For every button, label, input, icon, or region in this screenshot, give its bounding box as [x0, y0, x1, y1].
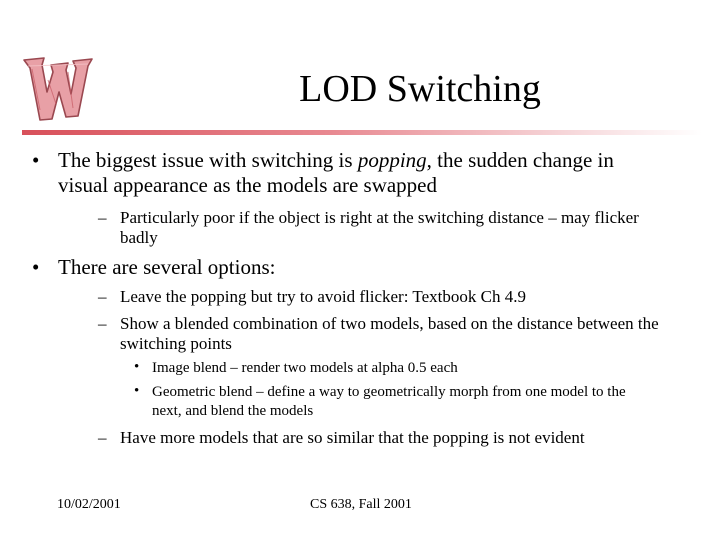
bullet-text-pre: The biggest issue with switching is: [58, 148, 358, 172]
subsub-bullet-text: Image blend – render two models at alpha 0.5 each: [152, 360, 458, 376]
sub-bullet-marker: –: [98, 428, 107, 447]
bullet-popping: [32, 148, 658, 198]
sub-bullet-flicker: [98, 208, 680, 248]
bullet-text: There are several options:: [58, 255, 276, 279]
title-divider: [22, 130, 702, 135]
subsub-bullet-geometric-blend: [134, 383, 652, 421]
footer-date: 10/02/2001: [57, 497, 121, 512]
sub-bullet-text: Show a blended combination of two models, based on the distance between the switching points: [120, 314, 659, 353]
sub-bullet-text: Leave the popping but try to avoid flicker: Textbook Ch 4.9: [120, 287, 526, 306]
subsub-bullet-marker: •: [134, 383, 140, 399]
sub-bullet-marker: –: [98, 208, 107, 227]
bullet-text-emphasis: popping: [357, 148, 427, 172]
footer-course: CS 638, Fall 2001: [310, 497, 412, 512]
subsub-bullet-text: Geometric blend – define a way to geometrically morph from one model to the next, and blend the models: [152, 384, 626, 419]
bullet-marker: •: [32, 255, 40, 279]
slide-title: LOD Switching: [299, 68, 541, 110]
bullet-marker: •: [32, 148, 40, 172]
bullet-options: [32, 255, 658, 280]
wisconsin-w-logo: [18, 50, 96, 125]
sub-bullet-text: Particularly poor if the object is right at the switching distance – may flicker badly: [120, 208, 639, 247]
subsub-bullet-marker: •: [134, 359, 140, 375]
bullet-text-post: , the sudden change in visual appearance as the models are swapped: [58, 148, 614, 197]
sub-bullet-marker: –: [98, 314, 107, 333]
subsub-bullet-image-blend: [134, 359, 652, 378]
sub-bullet-leave-popping: [98, 287, 680, 307]
sub-bullet-text: Have more models that are so similar that the popping is not evident: [120, 428, 585, 447]
sub-bullet-more-models: [98, 428, 680, 448]
sub-bullet-blended: [98, 314, 680, 354]
sub-bullet-marker: –: [98, 287, 107, 306]
